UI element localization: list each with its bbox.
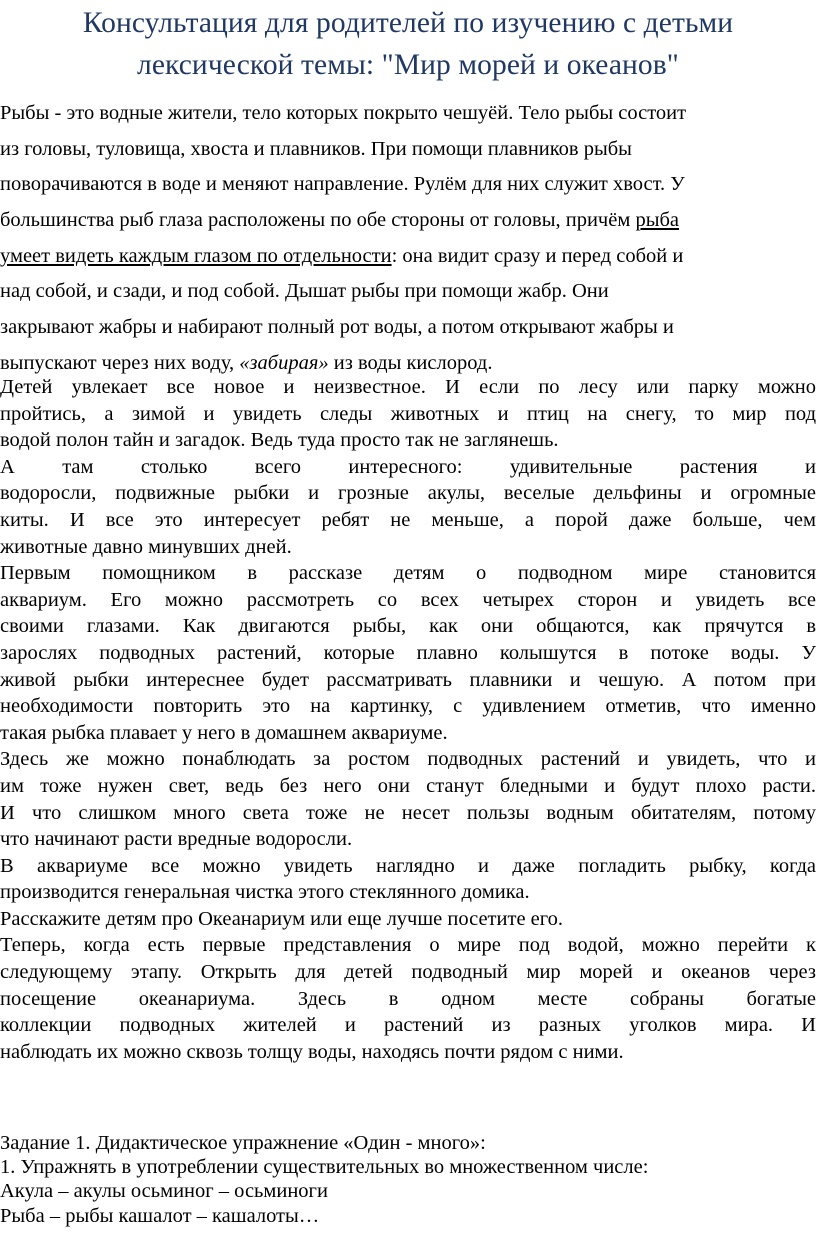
text-line: Расскажите детям про Океанариум или еще лучше посетите его.: [0, 907, 564, 930]
text-line: Детей увлекает все новое и неизвестное. И если по лесу или парку можно: [0, 376, 816, 398]
task-heading: Задание 1. Дидактическое упражнение «Один - много»:: [0, 1132, 486, 1154]
text-line: зарослях подводных растений, которые плавно колышутся в потоке воды. У: [0, 641, 816, 664]
text-line: 1. Упражнять в употреблении существительных во множественном числе:: [0, 1156, 649, 1179]
text-line: что начинают расти вредные водоросли.: [0, 828, 353, 851]
text-line: следующему этапу. Открыть для детей подводный мир морей и океанов через: [0, 961, 816, 984]
text-line: Первым помощником в рассказе детям о подводном мире становится: [0, 562, 816, 585]
text-line: своими глазами. Как двигаются рыбы, как они общаются, как прячутся в: [0, 615, 816, 638]
body-text: [0, 374, 816, 1065]
intro-paragraph: [0, 96, 816, 382]
text-line: животные давно минувших дней.: [0, 535, 292, 558]
text-segment: выпускают через них воду,: [0, 351, 240, 374]
text-line: коллекции подводных жителей и растений из разных уголков мира. И: [0, 1014, 816, 1037]
text-line: [0, 203, 816, 239]
text-line: киты. И все это интересует ребят не меньше, а порой даже больше, чем: [0, 508, 816, 531]
text-line: [0, 239, 816, 275]
text-line: над собой, и сзади, и под собой. Дышат рыбы при помощи жабр. Они: [0, 280, 609, 303]
text-line: закрывают жабры и набирают полный рот воды, а потом открывают жабры и: [0, 316, 674, 339]
underlined-text: умеет видеть каждым глазом по отдельности: [0, 244, 392, 267]
text-line: поворачиваются в воде и меняют направление. Рулём для них служит хвост. У: [0, 173, 685, 196]
text-line: водоросли, подвижные рыбки и грозные акулы, веселые дельфины и огромные: [0, 482, 816, 505]
text-line: пройтись, а зимой и увидеть следы животных и птиц на снегу, то мир под: [0, 402, 816, 425]
text-line: из головы, туловища, хвоста и плавников. При помощи плавников рыбы: [0, 137, 632, 160]
italic-text: «забирая»: [239, 351, 329, 374]
text-line: А там столько всего интересного: удивительные растения и: [0, 455, 816, 478]
text-line: им тоже нужен свет, ведь без него они станут бледными и будут плохо расти.: [0, 774, 816, 797]
text-line: И что слишком много света тоже не несет пользы водным обитателям, потому: [0, 801, 816, 824]
underlined-text: рыба: [635, 209, 680, 232]
text-line: Рыбы - это водные жители, тело которых покрыто чешуёй. Тело рыбы состоит: [0, 102, 687, 124]
text-line: посещение океанариума. Здесь в одном месте собраны богатые: [0, 987, 816, 1010]
title-line-2: лексической темы: "Мир морей и океанов": [137, 49, 679, 81]
text-segment: большинства рыб глаза расположены по обе стороны от головы, причём: [0, 209, 636, 232]
text-line: такая рыбка плавает у него в домашнем аквариуме.: [0, 721, 448, 744]
text-line: наблюдать их можно сквозь толщу воды, находясь почти рядом с ними.: [0, 1040, 624, 1063]
task-section: [0, 1131, 816, 1228]
text-line: аквариум. Его можно рассмотреть со всех четырех сторон и увидеть все: [0, 588, 816, 611]
text-line: Акула – акулы осьминог – осьминоги: [0, 1180, 328, 1203]
text-line: Теперь, когда есть первые представления о мире под водой, можно перейти к: [0, 934, 816, 957]
text-line: Рыба – рыбы кашалот – кашалоты…: [0, 1204, 320, 1227]
text-segment: из воды кислород.: [328, 351, 493, 374]
text-line: Здесь же можно понаблюдать за ростом подводных растений и увидеть, что и: [0, 748, 816, 771]
text-line: водой полон тайн и загадок. Ведь туда просто так не заглянешь.: [0, 429, 559, 452]
title-line-1: Консультация для родителей по изучению с детьми: [82, 7, 734, 39]
text-line: необходимости повторить это на картинку, с удивлением отметив, что именно: [0, 695, 816, 718]
text-segment: : она видит сразу и перед собой и: [391, 244, 684, 267]
text-line: живой рыбки интереснее будет рассматривать плавники и чешую. А потом при: [0, 668, 816, 691]
text-line: В аквариуме все можно увидеть наглядно и даже погладить рыбку, когда: [0, 854, 816, 877]
page-title: [0, 2, 816, 86]
text-line: производится генеральная чистка этого стеклянного домика.: [0, 881, 530, 904]
